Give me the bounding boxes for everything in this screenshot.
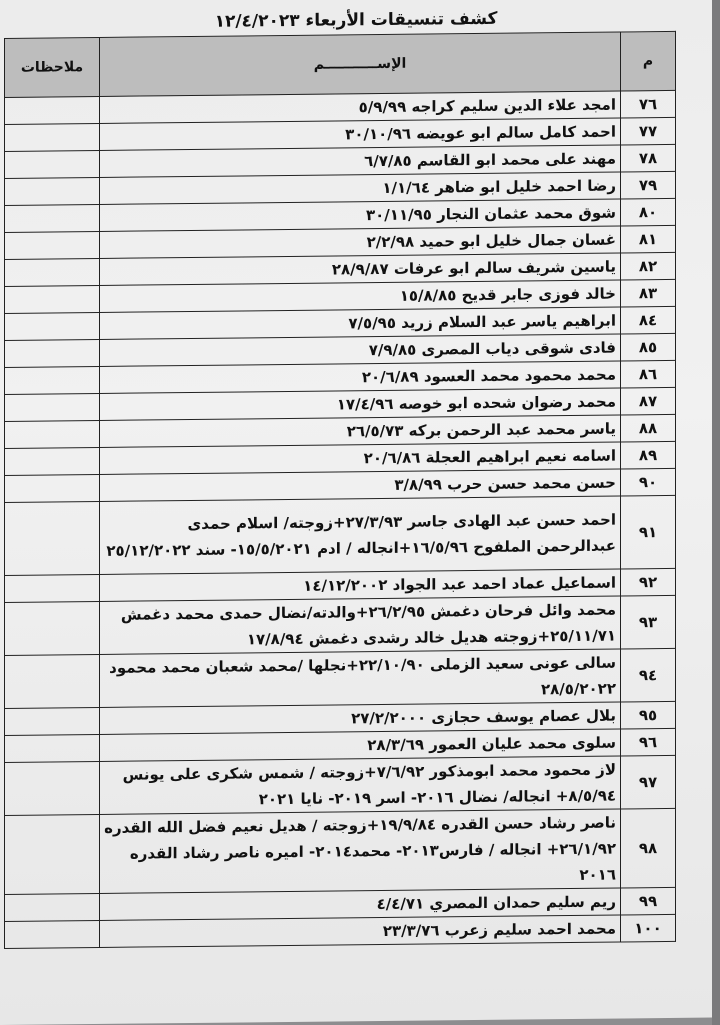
row-number: ٨٨ <box>621 414 676 442</box>
row-number: ٨٩ <box>621 441 676 469</box>
table-row <box>5 648 676 708</box>
row-notes <box>5 96 100 124</box>
row-name: احمد حسن عبد الهادى جاسر ٢٧/٣/٩٣+زوجته/ اسلام حمدى عبدالرحمن الملفوح ١٦/٥/٩٦+انجاله / ادم ١٥/٥/٢٠٢١- سند ٢٥/١٢/٢٠٢٢ <box>100 496 621 574</box>
row-notes <box>5 601 100 655</box>
row-number: ٨٥ <box>621 333 676 361</box>
row-notes <box>5 420 100 448</box>
row-notes <box>5 339 100 367</box>
row-number: ٨٠ <box>621 198 676 226</box>
row-name: مهند على محمد ابو القاسم ٦/٧/٨٥ <box>100 145 621 177</box>
row-number: ٩٩ <box>621 887 676 915</box>
row-name: احمد كامل سالم ابو عويضه ٣٠/١٠/٩٦ <box>100 118 621 150</box>
page-title: كشف تنسيقات الأربعاء ١٢/٤/٢٠٢٣ <box>214 8 498 32</box>
row-name: رضا احمد خليل ابو ضاهر ١/١/٦٤ <box>100 172 621 204</box>
row-notes <box>5 814 100 894</box>
row-number: ٩٠ <box>621 468 676 496</box>
row-number: ٨٦ <box>621 360 676 388</box>
row-notes <box>5 123 100 151</box>
row-name: ياسر محمد عبد الرحمن بركه ٢٦/٥/٧٣ <box>100 415 621 447</box>
row-notes <box>5 734 100 762</box>
row-number: ٩٣ <box>621 595 676 649</box>
header-name: الإســـــــــــم <box>100 32 621 96</box>
row-number: ٩٥ <box>621 701 676 729</box>
row-name: اسماعيل عماد احمد عبد الجواد ١٤/١٢/٢٠٠٢ <box>100 569 621 601</box>
row-number: ٩٧ <box>621 755 676 809</box>
row-name: سلوى محمد عليان العمور ٢٨/٣/٦٩ <box>100 729 621 761</box>
row-name: سالى عونى سعيد الزملى ٢٢/١٠/٩٠+نجلها /محمد شعبان محمد محمود ٢٨/٥/٢٠٢٢ <box>100 649 621 707</box>
row-notes <box>5 501 100 575</box>
row-notes <box>5 707 100 735</box>
row-name: بلال عصام يوسف حجازى ٢٧/٢/٢٠٠٠ <box>100 702 621 734</box>
row-number: ٩٢ <box>621 568 676 596</box>
table-row <box>5 755 676 815</box>
row-number: ٩٤ <box>621 648 676 702</box>
table-row <box>5 914 676 948</box>
row-name: شوق محمد عثمان النجار ٣٠/١١/٩٥ <box>100 199 621 231</box>
table-header-row <box>5 31 676 97</box>
row-number: ١٠٠ <box>621 914 676 942</box>
row-notes <box>5 447 100 475</box>
row-notes <box>5 761 100 815</box>
row-name: غسان جمال خليل ابو حميد ٢/٢/٩٨ <box>100 226 621 258</box>
row-notes <box>5 150 100 178</box>
row-notes <box>5 366 100 394</box>
table-body <box>5 90 676 948</box>
names-table <box>4 31 676 949</box>
row-number: ٧٧ <box>621 117 676 145</box>
row-name: امجد علاء الدين سليم كراجه ٥/٩/٩٩ <box>100 91 621 123</box>
row-number: ٨١ <box>621 225 676 253</box>
row-notes <box>5 258 100 286</box>
row-name: خالد فوزى جابر قديح ١٥/٨/٨٥ <box>100 280 621 312</box>
header-num: م <box>621 31 676 91</box>
row-name: حسن محمد حسن حرب ٣/٨/٩٩ <box>100 469 621 501</box>
row-name: اسامه نعيم ابراهيم العجلة ٢٠/٦/٨٦ <box>100 442 621 474</box>
row-name: ياسين شريف سالم ابو عرفات ٢٨/٩/٨٧ <box>100 253 621 285</box>
row-name: محمد احمد سليم زعرب ٢٣/٣/٧٦ <box>100 915 621 947</box>
row-notes <box>5 285 100 313</box>
row-number: ٨٣ <box>621 279 676 307</box>
row-notes <box>5 393 100 421</box>
row-number: ٨٧ <box>621 387 676 415</box>
row-notes <box>5 654 100 708</box>
row-number: ٨٤ <box>621 306 676 334</box>
row-notes <box>5 574 100 602</box>
row-name: محمد وائل فرحان دغمش ٢٦/٢/٩٥+والدته/نضال حمدى محمد دغمش ٢٥/١١/٧١+زوجته هديل خالد رشدى دغمش ١٧/٨/٩٤ <box>100 596 621 654</box>
row-notes <box>5 177 100 205</box>
row-number: ٨٢ <box>621 252 676 280</box>
header-notes: ملاحظات <box>5 37 100 97</box>
row-name: فادى شوقى دياب المصرى ٧/٩/٨٥ <box>100 334 621 366</box>
table-row <box>5 495 676 575</box>
row-notes <box>5 893 100 921</box>
row-name: محمد رضوان شحده ابو خوصه ١٧/٤/٩٦ <box>100 388 621 420</box>
row-number: ٧٦ <box>621 90 676 118</box>
table-row <box>5 595 676 655</box>
row-number: ٧٨ <box>621 144 676 172</box>
row-notes <box>5 920 100 948</box>
row-notes <box>5 231 100 259</box>
row-number: ٧٩ <box>621 171 676 199</box>
row-notes <box>5 204 100 232</box>
row-name: لاز محمود محمد ابومذكور ٧/٦/٩٢+زوجته / شمس شكرى على يونس ٨/٥/٩٤+ انجاله/ نضال ٢٠١٦- اسر ٢٠١٩- نايا ٢٠٢١ <box>100 756 621 814</box>
row-name: ريم سليم حمدان المصري ٤/٤/٧١ <box>100 888 621 920</box>
page-shadow <box>712 0 720 1025</box>
row-number: ٩١ <box>621 495 676 569</box>
row-number: ٩٦ <box>621 728 676 756</box>
row-name: محمد محمود محمد العسود ٢٠/٦/٨٩ <box>100 361 621 393</box>
row-notes <box>5 312 100 340</box>
row-number: ٩٨ <box>621 808 676 888</box>
table-row <box>5 808 676 894</box>
row-name: ناصر رشاد حسن القدره ١٩/٩/٨٤+زوجته / هديل نعيم فضل الله القدره ٢٦/١/٩٢+ انجاله / فارس٢٠١٣- محمد٢٠١٤- اميره ناصر رشاد القدره ٢٠١٦ <box>100 809 621 893</box>
row-name: ابراهيم ياسر عبد السلام زريد ٧/٥/٩٥ <box>100 307 621 339</box>
row-notes <box>5 474 100 502</box>
